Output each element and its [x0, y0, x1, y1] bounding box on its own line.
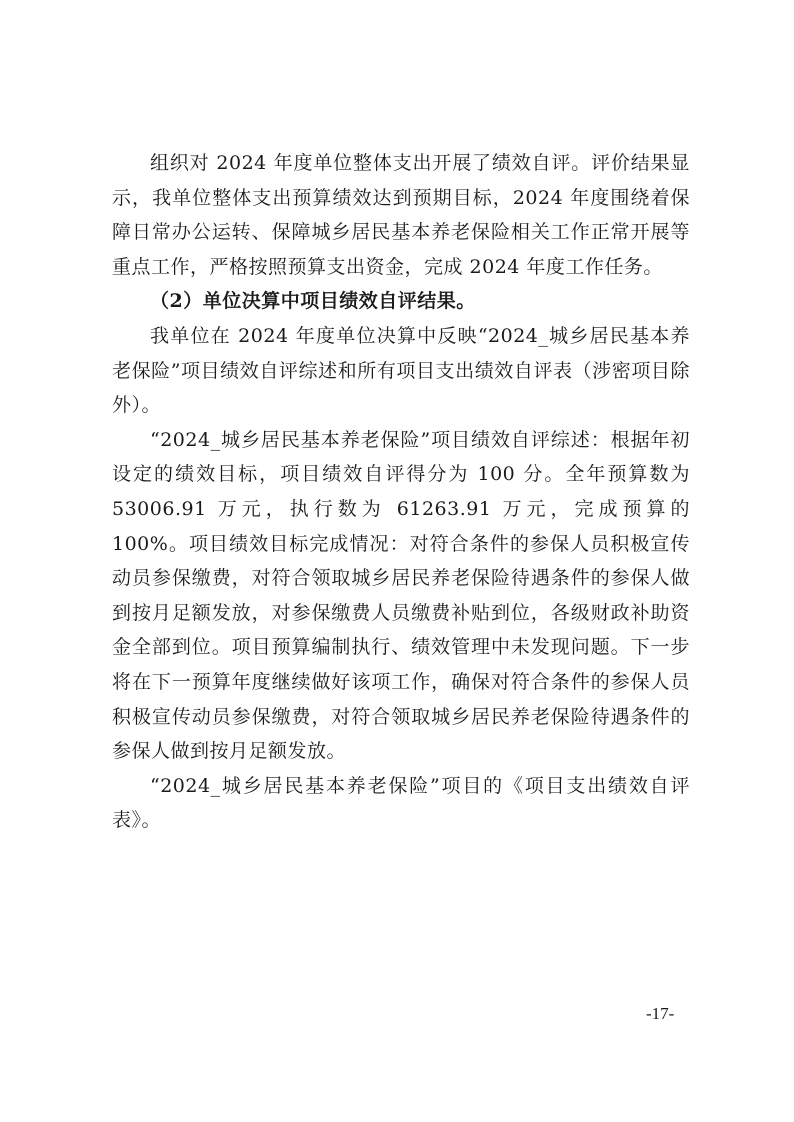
document-body [112, 146, 690, 838]
section-heading-project-results: （2）单位决算中项目绩效自评结果。 [150, 290, 476, 313]
page-number: -17- [646, 1004, 675, 1023]
paragraph-overall-evaluation: 组织对 2024 年度单位整体支出开展了绩效自评。评价结果显示，我单位整体支出预算绩效达到预期目标，2024 年度围绕着保障日常办公运转、保障城乡居民基本养老保险相关工作正常开展等重点工作，严格按照预算支出资金，完成 2024 年度工作任务。 [112, 152, 690, 278]
paragraph-project-table-reference: “2024_城乡居民基本养老保险”项目的《项目支出绩效自评表》。 [112, 774, 690, 832]
paragraph-project-summary: “2024_城乡居民基本养老保险”项目绩效自评综述：根据年初设定的绩效目标，项目绩效自评得分为 100 分。全年预算数为 53006.91 万元，执行数为 61263.91 万元，完成预算的 100%。项目绩效目标完成情况：对符合条件的参保人员积极宣传动员参保缴费，对符合领取城乡居民养老保险待遇条件的参保人做到按月足额发放，对参保缴费人员缴费补贴到位，各级财政补助资金全部到位。项目预算编制执行、绩效管理中未发现问题。下一步将在下一预算年度继续做好该项工作，确保对符合条件的参保人员积极宣传动员参保缴费，对符合领取城乡居民养老保险待遇条件的参保人做到按月足额发放。 [112, 428, 690, 763]
paragraph-project-intro: 我单位在 2024 年度单位决算中反映“2024_城乡居民基本养老保险”项目绩效自评综述和所有项目支出绩效自评表（涉密项目除外）。 [112, 324, 690, 417]
